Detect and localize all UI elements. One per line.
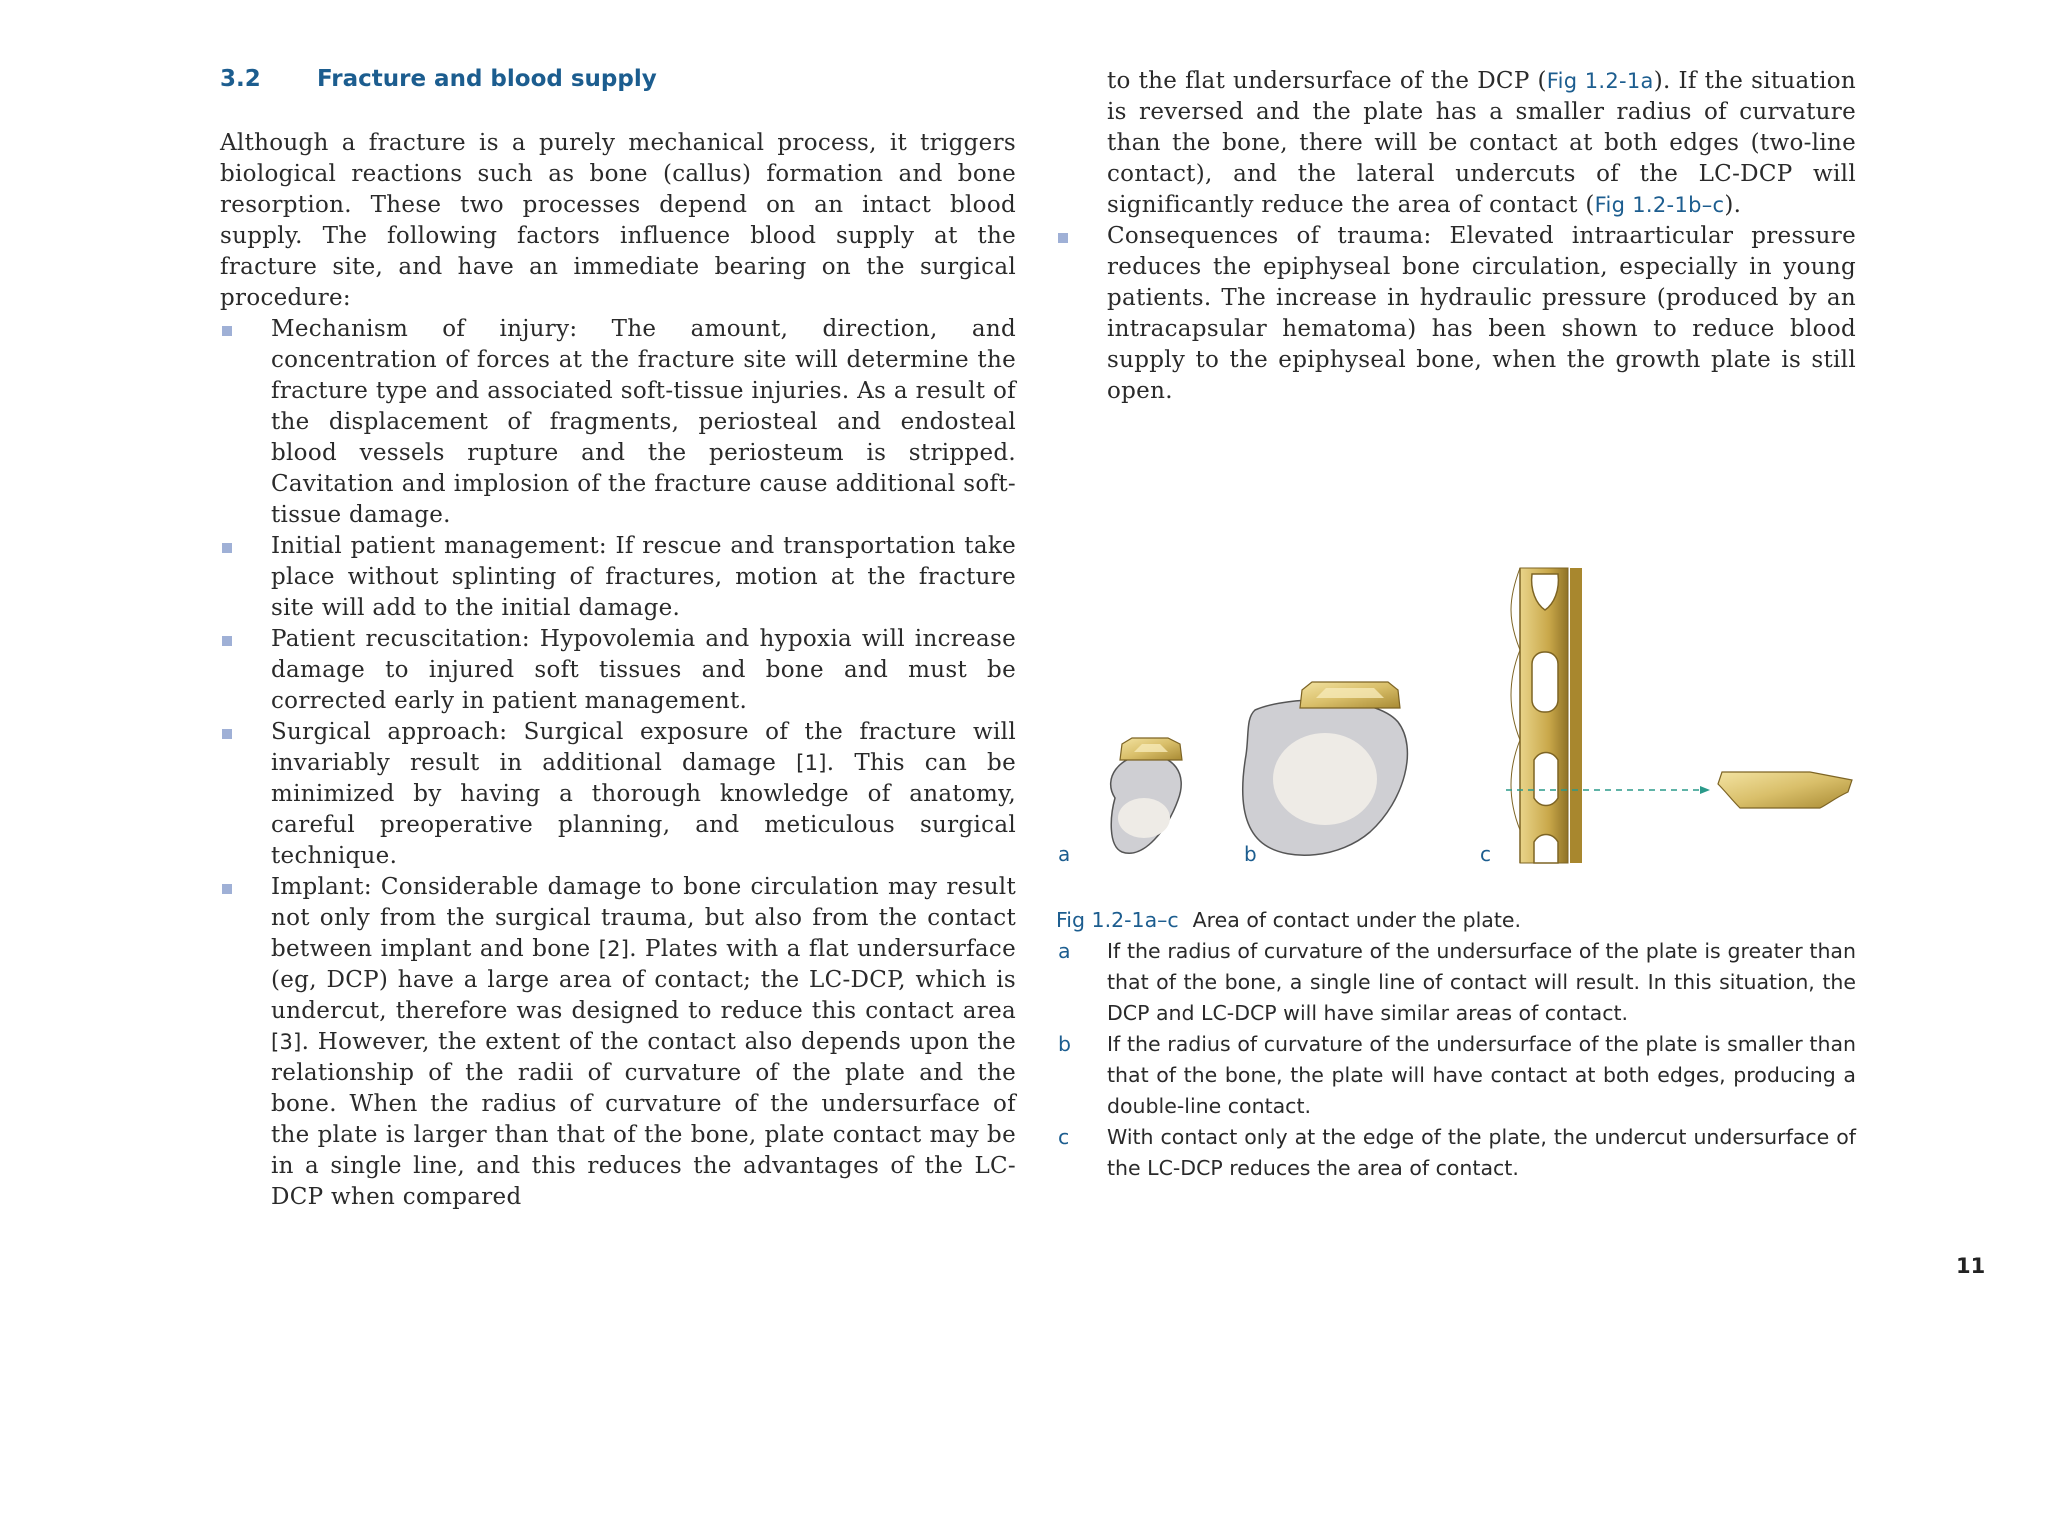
bone-section-a [1111,755,1182,853]
bullet-square-icon [222,326,232,336]
right-column [1056,66,1856,407]
plate-contact-figure [1050,560,1870,875]
page-number: 11 [1956,1254,1986,1278]
trauma-list [1056,221,1856,407]
left-column [220,128,1016,1213]
citation-ref[interactable]: [2] [598,937,630,961]
caption-title-row [1056,905,1856,936]
list-item: Consequences of trauma: Elevated intraarticular pressure reduces the epiphyseal bone circulation, especially in young patients. The increase in hydraulic pressure (produced by an intracapsular hematoma) has been shown to reduce blood supply to the epiphyseal bone, when the growth plate is still open. [1056,221,1856,407]
citation-ref[interactable]: [1] [796,751,827,775]
bullet-square-icon [222,543,232,553]
figure-caption [1056,905,1856,1184]
factor-list [220,314,1016,1213]
plate-section-b [1300,682,1400,708]
plate-section-a [1120,738,1182,760]
figure-number: Fig 1.2-1a–c [1056,908,1179,932]
bullet-square-icon [222,729,232,739]
section-heading [220,66,657,92]
bullet-square-icon [222,884,232,894]
figure-label-a: a [1058,842,1071,866]
plate-cross-section-c [1718,772,1852,808]
figure-label-c: c [1480,842,1491,866]
bone-section-b [1243,700,1408,855]
intro-paragraph: Although a fracture is a purely mechanical process, it triggers biological reactions such as bone (callus) formation and bone resorption. These two processes depend on an intact blood supply. The following factors influence blood supply at the fracture site, and have an immediate bearing on the surgical procedure: [220,130,1016,311]
section-title: Fracture and blood supply [317,66,657,92]
caption-title: Area of contact under the plate. [1192,908,1522,932]
continued-paragraph: to the flat undersurface of the DCP (Fig 1.2-1a). If the situation is reversed and the plate has a smaller radius of curvature than the bone, there will be contact at both edges (two-line contact), and the lateral undercuts of the LC-DCP will significantly reduce the area of contact (Fig 1.2-1b–c). [1107,68,1856,218]
figure-label-b: b [1244,842,1257,866]
list-item: c With contact only at the edge of the plate, the undercut undersurface of the LC-DCP reduces the area of contact. [1058,1125,1856,1180]
list-item: Initial patient management: If rescue and transportation take place without splinting of fractures, motion at the fracture site will add to the initial damage. [220,531,1016,624]
list-item: Implant: Considerable damage to bone circulation may result not only from the surgical trauma, but also from the contact between implant and bone [2]. Plates with a flat undersurface (eg, DCP) have a large area of contact; the LC-DCP, which is undercut, therefore was designed to reduce this contact area [3]. However, the extent of the contact also depends upon the relationship of the radii of curvature of the plate and the bone. When the radius of curvature of the undersurface of the plate is larger than that of the bone, plate contact may be in a single line, and this reduces the advantages of the LC-DCP when compared [220,872,1016,1213]
list-item: Surgical approach: Surgical exposure of the fracture will invariably result in additional damage [1]. This can be minimized by having a thorough knowledge of anatomy, careful preoperative planning, and meticulous surgical technique. [220,717,1016,872]
lc-dcp-plate-front [1511,568,1582,863]
bullet-square-icon [222,636,232,646]
list-item: Mechanism of injury: The amount, direction, and concentration of forces at the fracture site will determine the fracture type and associated soft-tissue injuries. As a result of the displacement of fragments, periosteal and endosteal blood vessels rupture and the periosteum is stripped. Cavitation and implosion of the fracture cause additional soft-tissue damage. [220,314,1016,531]
list-item: a If the radius of curvature of the undersurface of the plate is greater than that of the bone, a single line of contact will result. In this situation, the DCP and LC-DCP will have similar areas of contact. [1058,939,1856,1025]
arrow-head-icon [1700,786,1710,794]
section-number: 3.2 [220,66,261,92]
list-item: b If the radius of curvature of the undersurface of the plate is smaller than that of the bone, the plate will have contact at both edges, producing a double-line contact. [1058,1032,1856,1118]
figure-ref-link[interactable]: Fig 1.2-1a [1546,69,1654,93]
caption-items [1056,936,1856,1184]
bullet-square-icon [1058,233,1068,243]
citation-ref[interactable]: [3] [271,1030,302,1054]
figure-ref-link[interactable]: Fig 1.2-1b–c [1594,193,1725,217]
list-item: Patient recuscitation: Hypovolemia and hypoxia will increase damage to injured soft tissues and bone and must be corrected early in patient management. [220,624,1016,717]
